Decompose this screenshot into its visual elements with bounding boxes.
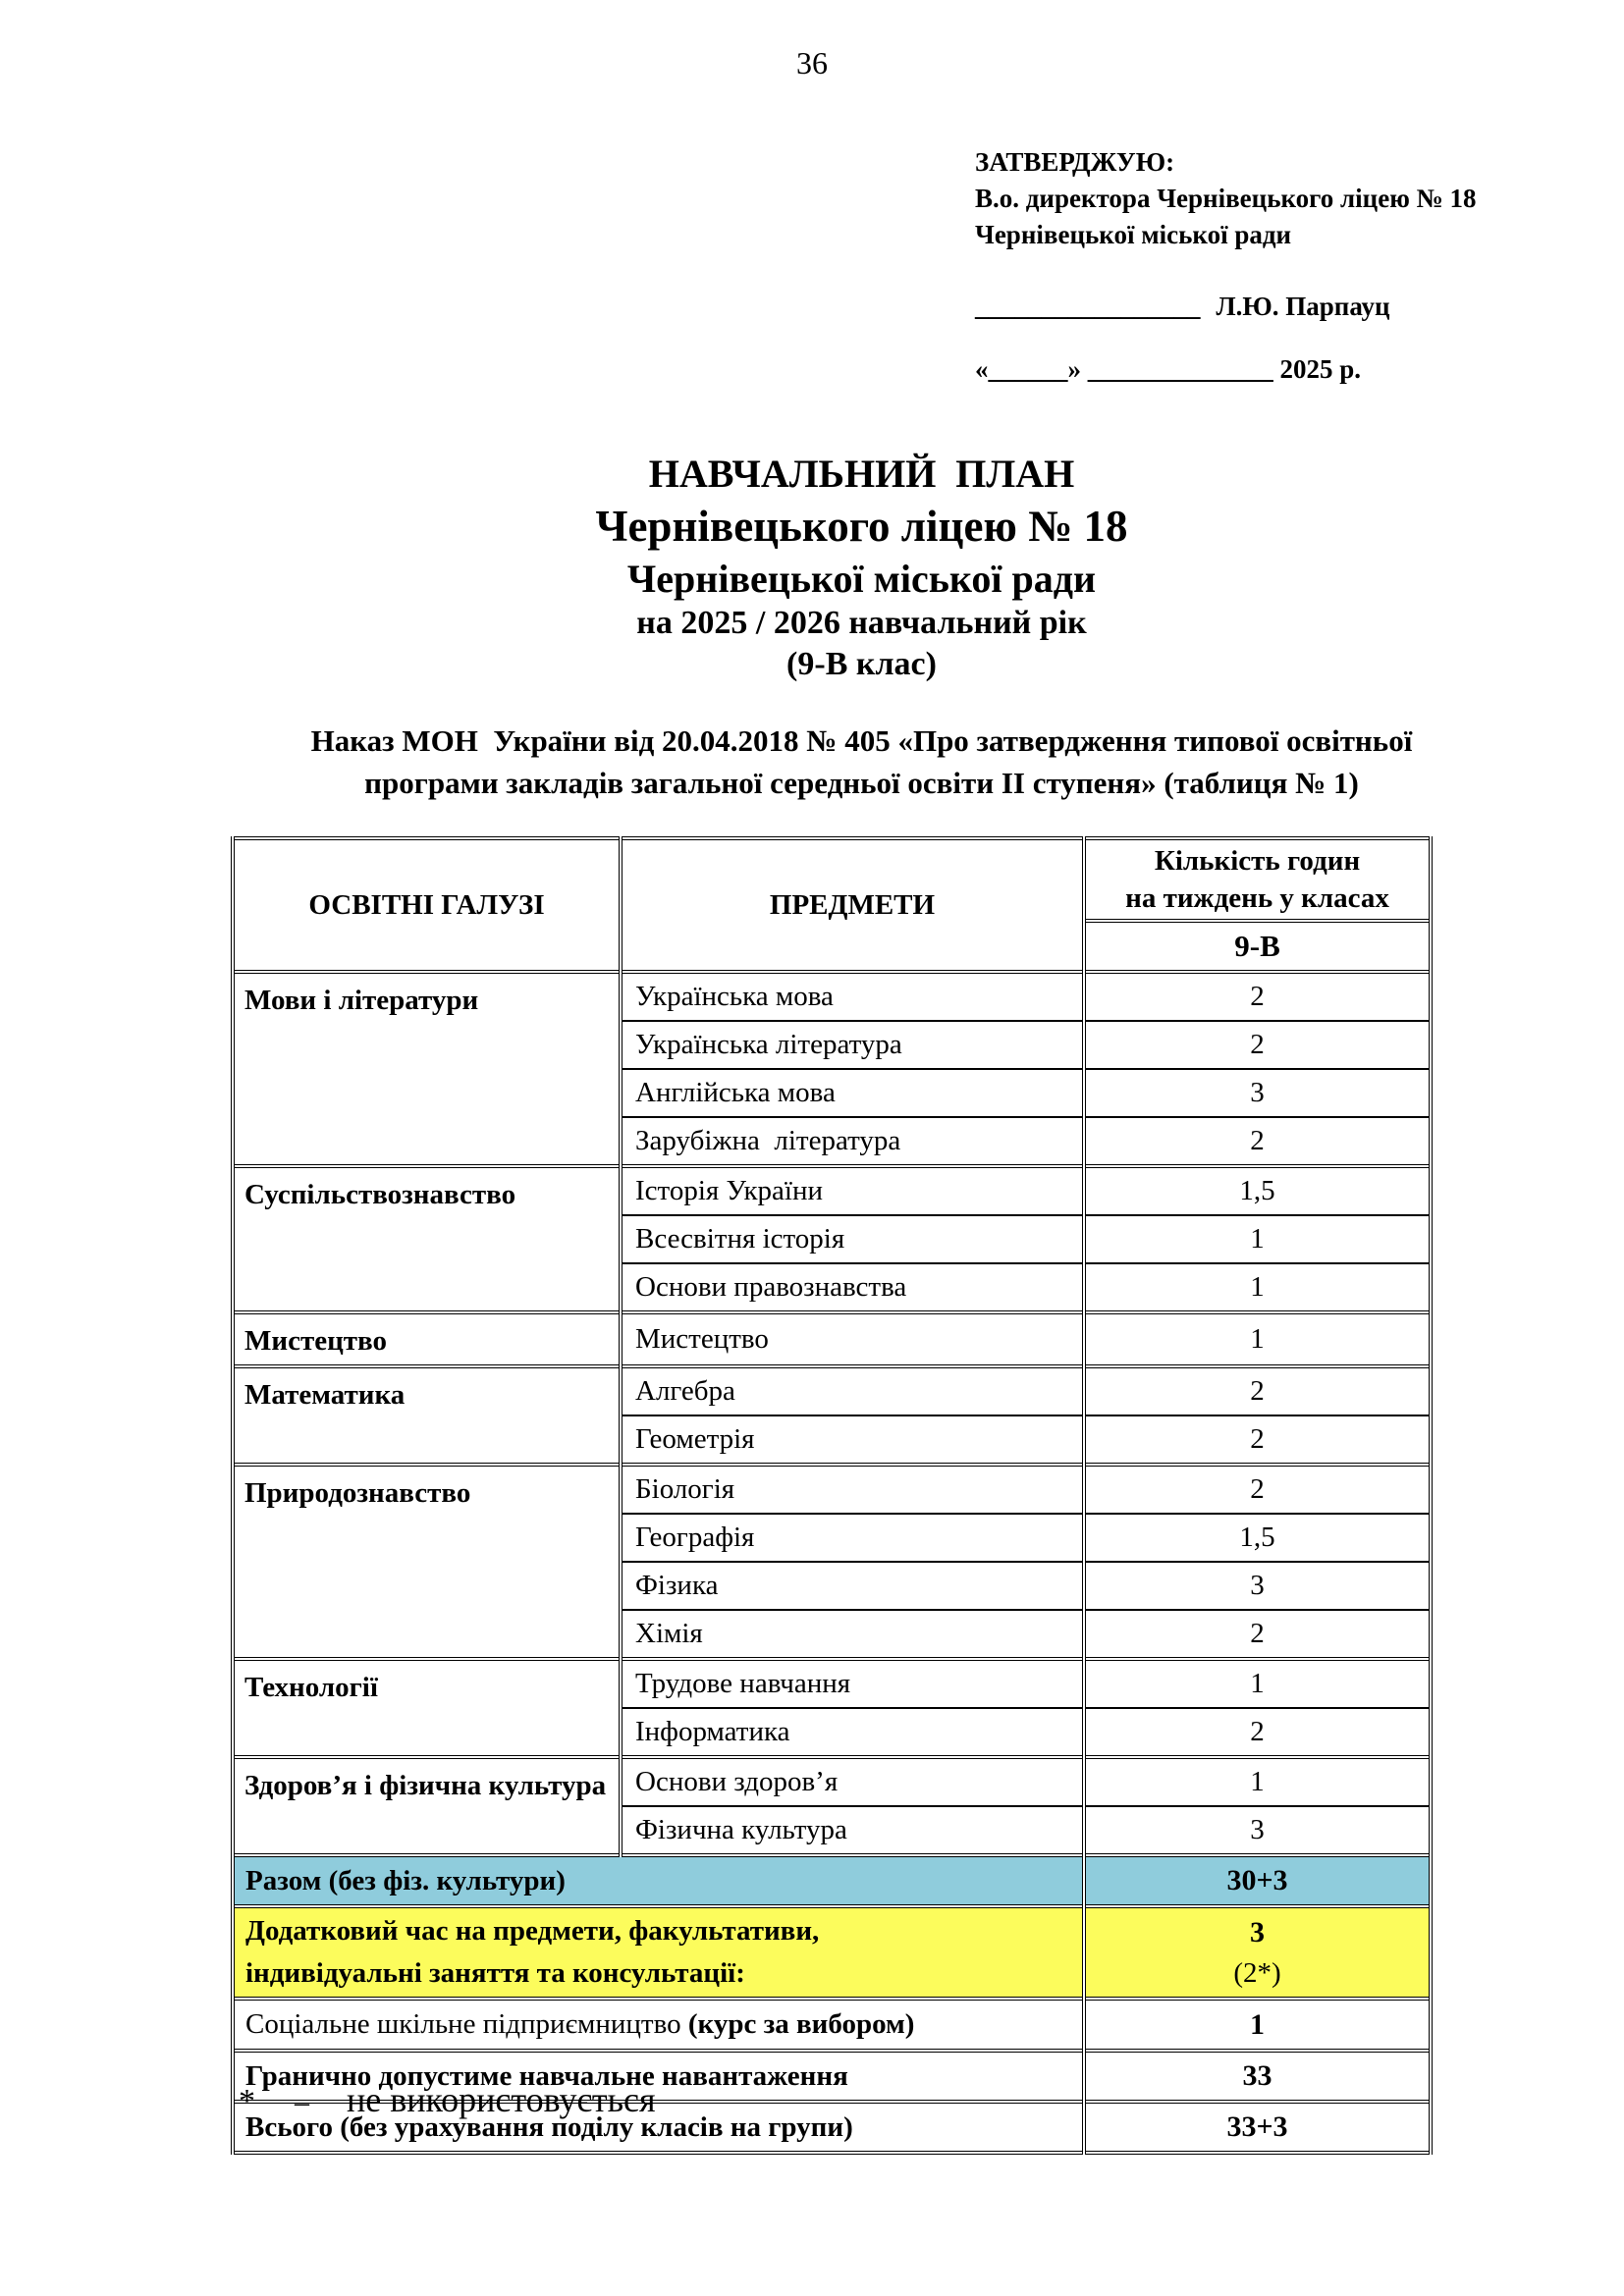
title-block xyxy=(231,450,1492,685)
title-line-4: на 2025 / 2026 навчальний рік xyxy=(636,605,1087,641)
subject-name: Українська література xyxy=(621,1021,1084,1069)
summary-elective-label-regular: Соціальне шкільне підприємництво xyxy=(245,2008,688,2040)
title-line-1: НАВЧАЛЬНИЙ ПЛАН xyxy=(648,452,1075,496)
summary-row-elective xyxy=(233,1999,1431,2051)
table-row xyxy=(233,1166,1431,1215)
header-education-branches: ОСВІТНІ ГАЛУЗІ xyxy=(233,838,621,972)
summary-elective-label-bold: (курс за вибором) xyxy=(687,2008,915,2040)
date-line: «______» ______________ 2025 р. xyxy=(975,354,1362,384)
header-hours-line-2: на тиждень у класах xyxy=(1125,882,1389,914)
summary-additional-value-line-1: 3 xyxy=(1250,1916,1265,1949)
approval-label: ЗАТВЕРДЖУЮ: xyxy=(975,147,1175,177)
approval-block xyxy=(975,144,1505,388)
subject-hours: 1,5 xyxy=(1084,1514,1431,1562)
subject-hours: 2 xyxy=(1084,1465,1431,1514)
header-class-label: 9-В xyxy=(1084,921,1431,972)
footnote-asterisk: * xyxy=(239,2083,255,2119)
subject-name: Основи правознавства xyxy=(621,1263,1084,1312)
group-label: Суспільствознавство xyxy=(233,1166,621,1312)
summary-max-load-label: Гранично допустиме навчальне навантаження xyxy=(233,2051,1084,2102)
summary-additional-value-line-2: (2*) xyxy=(1233,1957,1281,1989)
summary-grand-total-value: 33+3 xyxy=(1084,2102,1431,2153)
summary-max-load-value: 33 xyxy=(1084,2051,1431,2102)
subject-hours: 2 xyxy=(1084,1708,1431,1757)
subject-name: Географія xyxy=(621,1514,1084,1562)
subject-name: Фізика xyxy=(621,1562,1084,1610)
approval-council-line: Чернівецької міської ради xyxy=(975,220,1292,249)
subject-hours: 2 xyxy=(1084,1366,1431,1415)
summary-grand-total-label: Всього (без урахування поділу класів на групи) xyxy=(233,2102,1084,2153)
title-line-5: (9-В клас) xyxy=(786,646,937,682)
subject-name: Зарубіжна література xyxy=(621,1117,1084,1166)
subject-hours: 1 xyxy=(1084,1659,1431,1708)
order-paragraph xyxy=(231,720,1492,804)
subject-hours: 2 xyxy=(1084,1610,1431,1659)
title-line-2: Чернівецького ліцею № 18 xyxy=(595,502,1128,551)
subject-name: Трудове навчання xyxy=(621,1659,1084,1708)
signature-line xyxy=(975,289,1505,325)
table-row xyxy=(233,1366,1431,1415)
subject-hours: 2 xyxy=(1084,1415,1431,1465)
subject-name: Основи здоров’я xyxy=(621,1757,1084,1806)
subject-name: Історія України xyxy=(621,1166,1084,1215)
footnote-dash: – xyxy=(295,2086,309,2118)
summary-total-value: 30+3 xyxy=(1084,1855,1431,1906)
subject-hours: 1,5 xyxy=(1084,1166,1431,1215)
order-line-1: Наказ МОН України від 20.04.2018 № 405 «Про затвердження типової освітньої xyxy=(310,723,1413,758)
subject-name: Алгебра xyxy=(621,1366,1084,1415)
signature-name: Л.Ю. Парпауц xyxy=(1216,292,1390,321)
table-row xyxy=(233,1465,1431,1514)
subject-name: Фізична культура xyxy=(621,1806,1084,1855)
summary-total-label: Разом (без фіз. культури) xyxy=(233,1855,1084,1906)
subject-hours: 3 xyxy=(1084,1069,1431,1117)
subject-hours: 3 xyxy=(1084,1562,1431,1610)
group-label: Здоров’я і фізична культура xyxy=(233,1757,621,1855)
signature-blank: _________________ xyxy=(975,292,1201,321)
summary-additional-label xyxy=(233,1906,1084,1999)
footnote-text: не використовується xyxy=(347,2080,656,2119)
summary-elective-value: 1 xyxy=(1084,1999,1431,2051)
subject-hours: 2 xyxy=(1084,972,1431,1021)
subject-name: Всесвітня історія xyxy=(621,1215,1084,1263)
group-label: Мови і літератури xyxy=(233,972,621,1166)
subject-name: Українська мова xyxy=(621,972,1084,1021)
summary-additional-label-line-1: Додатковий час на предмети, факультативи, xyxy=(245,1915,820,1947)
subject-name: Геометрія xyxy=(621,1415,1084,1465)
approval-director-line: В.о. директора Чернівецького ліцею № 18 xyxy=(975,184,1477,213)
subject-name: Мистецтво xyxy=(621,1312,1084,1366)
table-row xyxy=(233,972,1431,1021)
subject-name: Інформатика xyxy=(621,1708,1084,1757)
subject-hours: 2 xyxy=(1084,1021,1431,1069)
table-row xyxy=(233,1757,1431,1806)
header-hours-line-1: Кількість годин xyxy=(1154,845,1361,877)
table-row xyxy=(233,1312,1431,1366)
header-subjects: ПРЕДМЕТИ xyxy=(621,838,1084,972)
header-hours-per-week xyxy=(1084,838,1431,921)
subject-hours: 1 xyxy=(1084,1312,1431,1366)
summary-row-additional xyxy=(233,1906,1431,1999)
subject-hours: 1 xyxy=(1084,1263,1431,1312)
curriculum-table xyxy=(231,836,1433,2155)
subject-name: Хімія xyxy=(621,1610,1084,1659)
summary-elective-label xyxy=(233,1999,1084,2051)
subject-name: Англійська мова xyxy=(621,1069,1084,1117)
group-label: Математика xyxy=(233,1366,621,1465)
footnote xyxy=(239,2079,656,2120)
summary-additional-label-line-2: індивідуальні заняття та консультації: xyxy=(245,1957,745,1989)
group-label: Мистецтво xyxy=(233,1312,621,1366)
title-line-3: Чернівецької міської ради xyxy=(626,557,1097,601)
group-label: Технології xyxy=(233,1659,621,1757)
group-label: Природознавство xyxy=(233,1465,621,1659)
subject-hours: 2 xyxy=(1084,1117,1431,1166)
page-number: 36 xyxy=(796,45,828,80)
subject-hours: 1 xyxy=(1084,1757,1431,1806)
order-line-2: програми закладів загальної середньої освіти ІІ ступеня» (таблиця № 1) xyxy=(364,766,1359,800)
table-row xyxy=(233,1659,1431,1708)
summary-additional-value xyxy=(1084,1906,1431,1999)
subject-hours: 3 xyxy=(1084,1806,1431,1855)
summary-row-total xyxy=(233,1855,1431,1906)
subject-name: Біологія xyxy=(621,1465,1084,1514)
subject-hours: 1 xyxy=(1084,1215,1431,1263)
